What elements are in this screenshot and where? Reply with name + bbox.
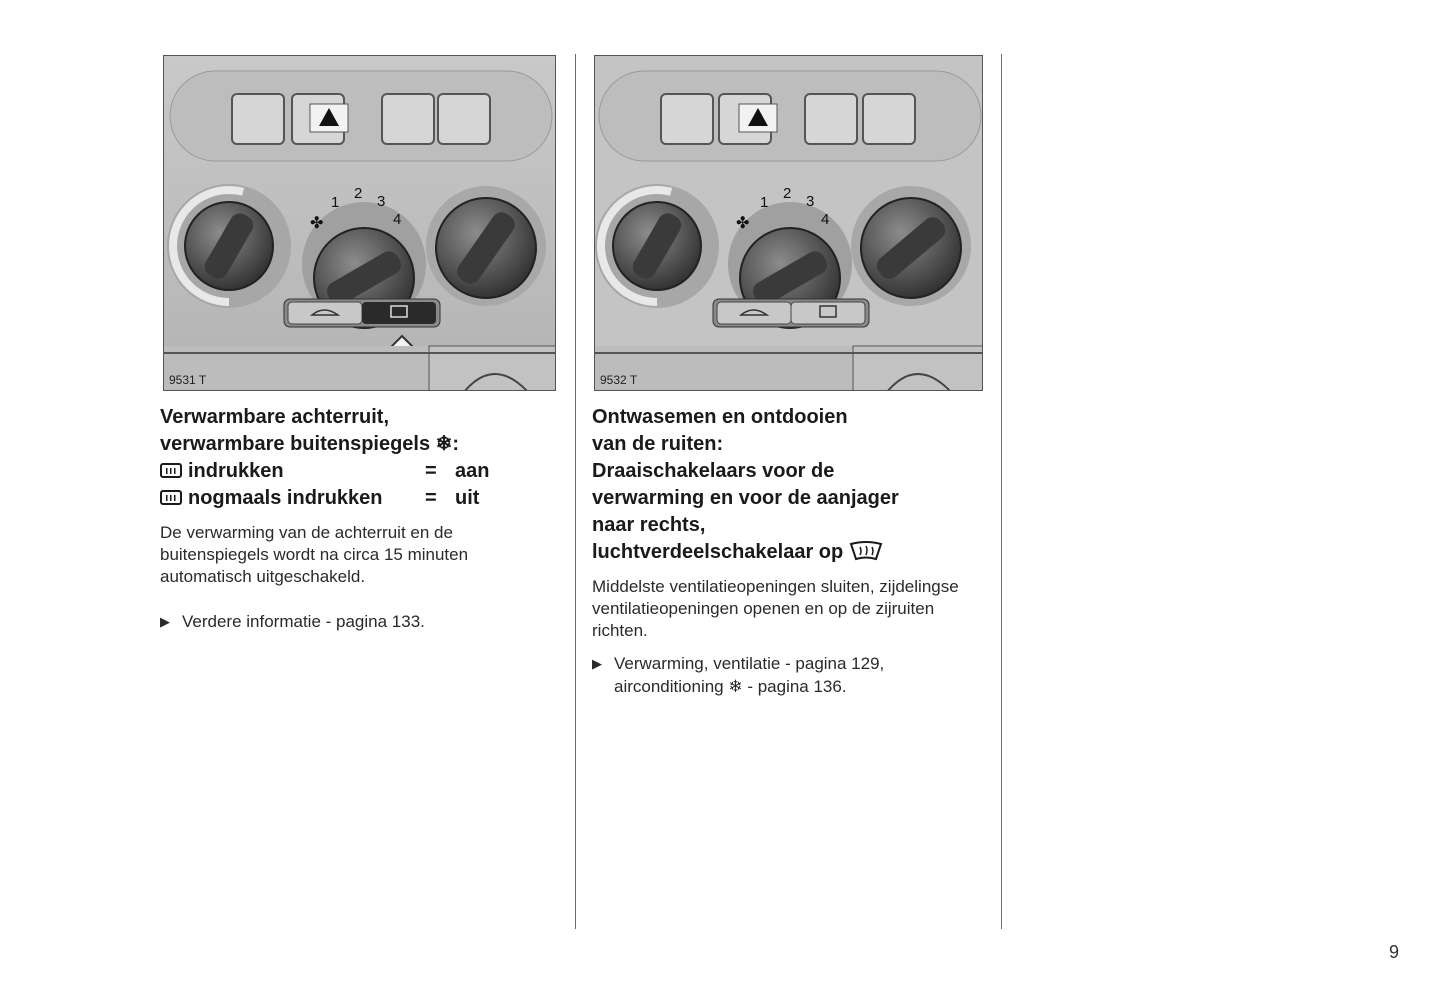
right-column-text	[592, 404, 987, 698]
fan-icon: ✤	[736, 215, 750, 232]
reference-link[interactable]: ▶ Verwarming, ventilatie - pagina 129, airconditioning ❄ - pagina 136.	[592, 654, 885, 696]
rear-defrost-icon	[160, 490, 182, 505]
svg-text:1: 1	[331, 194, 340, 211]
svg-text:3: 3	[806, 193, 815, 210]
svg-text:2: 2	[354, 185, 363, 202]
instruction-row-off: nogmaals indrukken = uit	[160, 485, 555, 512]
svg-text:4: 4	[393, 211, 402, 228]
svg-text:2: 2	[783, 185, 792, 202]
svg-text:4: 4	[821, 211, 830, 228]
reference-link[interactable]: ▶ Verdere informatie - pagina 133.	[160, 612, 425, 631]
bullet-arrow-icon: ▶	[592, 656, 602, 671]
section-heading: Verwarmbare achterruit, verwarmbare buitenspiegels ❄:	[160, 406, 460, 455]
svg-text:3: 3	[377, 193, 386, 210]
figure-defog-defrost	[594, 55, 983, 391]
bullet-arrow-icon: ▶	[160, 614, 170, 629]
body-paragraph: Middelste ventilatieopeningen sluiten, zijdelingse ventilatieopeningen openen en op de zijruiten richten.	[592, 577, 959, 640]
section-heading: Ontwasemen en ontdooien van de ruiten: Draaischakelaars voor de verwarming en voor de aanjager naar rechts, luchtverdeelschakelaar op	[592, 406, 899, 563]
figure-rear-window-heating	[163, 55, 556, 391]
instruction-row-on: indrukken = aan	[160, 458, 555, 485]
fan-icon: ✤	[310, 215, 324, 232]
figure-id: 9532 T	[600, 373, 638, 387]
climate-control-illustration	[164, 56, 556, 391]
windscreen-defrost-icon	[849, 541, 883, 561]
body-paragraph: De verwarming van de achterruit en de buitenspiegels wordt na circa 15 minuten automatisch uitgeschakeld.	[160, 523, 469, 586]
page-number: 9	[1389, 942, 1400, 962]
left-column-text	[160, 404, 555, 633]
column-divider-left	[575, 54, 576, 929]
rear-defrost-icon	[160, 463, 182, 478]
svg-text:1: 1	[760, 194, 769, 211]
climate-control-illustration	[595, 56, 983, 391]
column-divider-right	[1001, 54, 1002, 929]
figure-id: 9531 T	[169, 373, 207, 387]
